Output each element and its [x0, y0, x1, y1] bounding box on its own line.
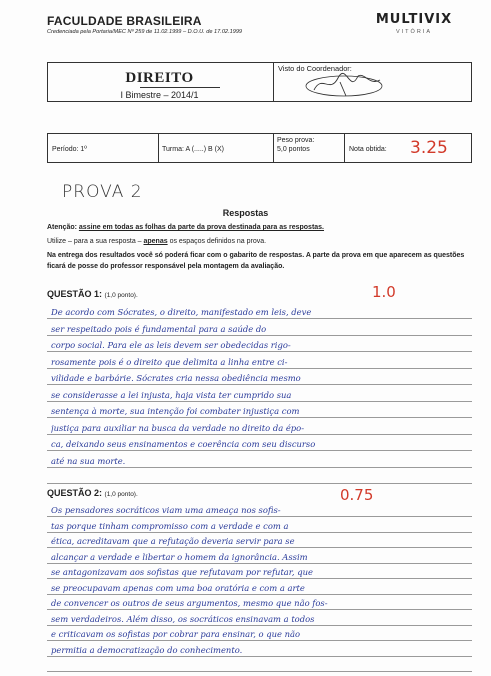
answer-rule-line [47, 434, 472, 435]
answer-text-line: permitia a democratização do conhecimento. [51, 644, 243, 655]
question-2-label: QUESTÃO 2: [47, 488, 103, 498]
answer-text-line: corpo social. Para ele as leis devem ser obedecidas rigo- [51, 340, 291, 350]
subject-underline [140, 87, 220, 88]
attention-line [47, 222, 472, 233]
institution-name: FACULDADE BRASILEIRA [47, 14, 202, 28]
answer-rule-line [47, 368, 472, 369]
question-2-points: (1,0 ponto). [104, 491, 138, 498]
answer-rule-line [47, 401, 472, 402]
answer-rule-line [47, 640, 472, 641]
question-1-label: QUESTÃO 1: [47, 289, 103, 299]
answer-rule-line [47, 335, 472, 336]
answer-text-line: Os pensadores socráticos viam uma ameaça nos sofis- [51, 505, 281, 515]
answer-rule-line [47, 384, 472, 385]
question-1-answer-area [47, 306, 472, 482]
turma-label: Turma: A (.....) B (X) [162, 146, 224, 153]
answer-text-line: sentença à morte, sua intenção foi combater injustiça com [51, 406, 300, 416]
periodo-label: Período: 1º [52, 146, 87, 153]
answer-rule-line [47, 467, 472, 468]
answer-text-line: e criticavam os sofistas por cobrar para ensinar, o que não [51, 629, 301, 639]
answer-text-line: De acordo com Sócrates, o direito, manifestado em leis, deve [51, 307, 312, 317]
answer-rule-line [47, 532, 472, 533]
answer-text-line: justiça para auxiliar na busca da verdade no direito da épo- [51, 422, 305, 433]
attention-text: assine em todas as folhas da parte da prova destinada para as respostas. [78, 224, 325, 231]
term-label: I Bimestre – 2014/1 [120, 90, 199, 100]
accreditation-text: Credenciada pela Portaria/MEC Nº 259 de 11.02.1999 – D.O.U. de 17.02.1999 [47, 29, 243, 35]
answer-text-line: de convencer os outros de seus argumentos, mesmo que não fos- [51, 598, 328, 608]
subject-divider [273, 62, 274, 102]
nota-label: Nota obtida: [349, 146, 387, 153]
answer-rule-line [47, 417, 472, 418]
answer-text-line: tas porque tinham compromisso com a verdade e com a [51, 520, 289, 531]
info-divider-1 [158, 133, 159, 163]
answer-rule-line [47, 625, 472, 626]
coordinator-visa-label: Visto do Coordenador: [278, 64, 352, 73]
peso-label: Peso prova: [277, 137, 315, 144]
answer-text-line: se considerasse a lei injusta, haja vista ter cumprido sua [51, 389, 292, 400]
answer-rule-line [47, 547, 472, 548]
answer-text-line: até na sua morte. [51, 455, 126, 466]
answer-rule-line [47, 656, 472, 657]
answer-text-line: se preocupavam apenas com uma boa oratória e com a arte [51, 582, 305, 593]
utilize-part-a: Utilize – para a sua resposta – [47, 238, 144, 245]
handwritten-heading: PROVA 2 [62, 182, 143, 202]
answer-text-line: ser respeitado pois é fundamental para a saúde do [51, 323, 267, 334]
answer-text-line: rosamente pois é o direito que delimita a linha entre ci- [51, 356, 288, 367]
answer-rule-line [47, 578, 472, 579]
answer-text-line: vilidade e barbárie. Sócrates cria nessa obediência mesmo [51, 373, 301, 383]
answer-rule-line [47, 318, 472, 319]
question-1-points: (1,0 ponto). [104, 292, 138, 299]
logo-sub-text: VITÓRIA [395, 29, 432, 35]
answer-text-line: sem verdadeiros. Além disso, os socráticos ensinavam a todos [51, 613, 315, 624]
coordinator-signature [300, 68, 388, 100]
answer-rule-line [47, 450, 472, 451]
answer-text-line: se antagonizavam aos sofistas que refutavam por refutar, que [51, 567, 313, 577]
answer-rule-line [47, 351, 472, 352]
utilize-part-b: apenas [143, 238, 168, 245]
question-1-grade: 1.0 [372, 283, 396, 301]
utilize-part-c: os espaços definidos na prova. [167, 238, 267, 245]
delivery-note: Na entrega dos resultados você só poderá ficar com o gabarito de respostas. A parte da prova em que aparecem as questões ficará de posse do professor responsável pela montagem da avaliação. [47, 252, 465, 270]
answer-rule-line [47, 594, 472, 595]
multivix-logo [369, 12, 459, 35]
info-divider-3 [344, 133, 345, 163]
subject-title: DIREITO [125, 70, 194, 86]
answer-rule-line [47, 609, 472, 610]
answer-rule-line [47, 671, 472, 672]
question-2-title [47, 488, 138, 498]
info-divider-2 [273, 133, 274, 163]
answer-text-line: alcançar a verdade e libertar o homem da ignorância. Assim [51, 551, 308, 562]
respostas-title: Respostas [222, 208, 269, 218]
answer-rule-line [47, 483, 472, 484]
attention-prefix: Atenção: [47, 224, 79, 231]
answer-text-line: ética, acreditavam que a refutação deveria servir para se [51, 536, 295, 546]
answer-rule-line [47, 563, 472, 564]
nota-value: 3.25 [410, 138, 448, 158]
logo-main-text: MULTIVIX [375, 12, 453, 27]
answer-rule-line [47, 516, 472, 517]
answer-text-line: ca, deixando seus ensinamentos e coerência com seu discurso [51, 439, 316, 449]
info-row-box [47, 133, 472, 163]
question-1-title [47, 289, 138, 299]
question-2-grade: 0.75 [340, 486, 374, 504]
peso-value: 5,0 pontos [277, 146, 310, 153]
utilize-line [47, 236, 472, 247]
question-2-answer-area [47, 504, 472, 672]
